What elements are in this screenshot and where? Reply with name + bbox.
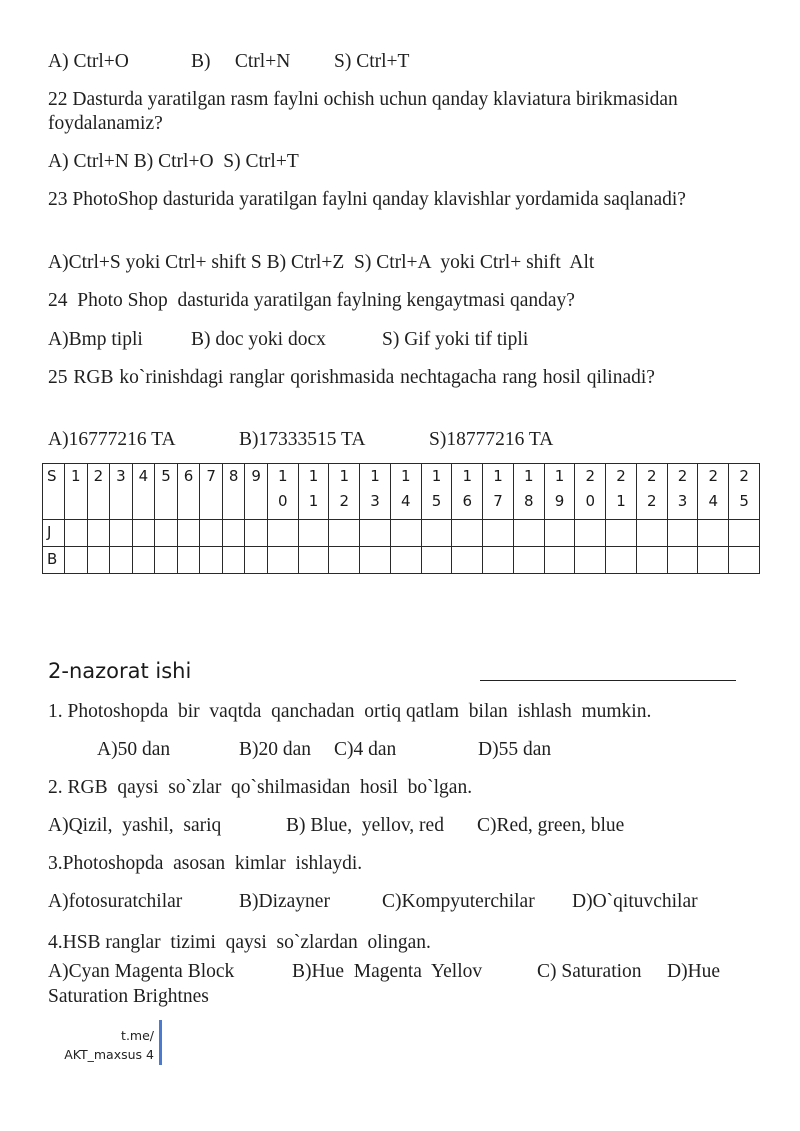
s2-q1-answer-d: D)55 dan [478,739,552,760]
section-title: 2-nazorat ishi [48,659,192,683]
answer-blank-cell[interactable] [200,520,223,547]
s2-q4-answer-d-continued: Saturation Brightnes [48,986,209,1007]
answer-blank-cell[interactable] [667,520,698,547]
q24-answer-b: B) doc yoki docx [191,329,326,350]
answer-table-number-cell: 4 [132,464,155,520]
answer-table-number-cell: 2 2 [636,464,667,520]
answer-blank-cell[interactable] [298,520,329,547]
answer-blank-cell[interactable] [329,520,360,547]
answer-blank-cell[interactable] [245,547,268,574]
answer-table-number-cell: 5 [155,464,178,520]
answer-blank-cell[interactable] [575,520,606,547]
answer-blank-cell[interactable] [575,547,606,574]
answer-table-number-cell: 1 5 [421,464,452,520]
answer-blank-cell[interactable] [87,547,110,574]
answer-blank-cell[interactable] [200,547,223,574]
answer-blank-cell[interactable] [452,547,483,574]
q25-question: 25 RGB ko`rinishdagi ranglar qorishmasida nechtagacha rang hosil qilinadi? [48,367,655,388]
answer-table-number-cell: 1 8 [513,464,544,520]
answer-blank-cell[interactable] [729,520,760,547]
footer-line-1: t.me/ [121,1028,154,1043]
answer-blank-cell[interactable] [544,547,575,574]
answer-blank-cell[interactable] [729,547,760,574]
answer-table-number-cell: 1 4 [390,464,421,520]
answer-table-number-cell: 2 5 [729,464,760,520]
answer-blank-cell[interactable] [267,520,298,547]
answer-blank-cell[interactable] [698,520,729,547]
answer-table-header-label: S [43,464,65,520]
q25-answer-a: A)16777216 TA [48,429,176,450]
s2-q4-question: 4.HSB ranglar tizimi qaysi so`zlardan olingan. [48,932,431,953]
answer-table-number-cell: 1 [65,464,88,520]
answer-table-row-b [43,547,760,574]
answer-blank-cell[interactable] [483,520,514,547]
answer-blank-cell[interactable] [65,520,88,547]
answer-table-row-j [43,520,760,547]
answer-blank-cell[interactable] [177,547,200,574]
answer-table-number-cell: 2 4 [698,464,729,520]
answer-blank-cell[interactable] [452,520,483,547]
answer-blank-cell[interactable] [636,520,667,547]
answer-blank-cell[interactable] [421,547,452,574]
s2-q2-answer-a: A)Qizil, yashil, sariq [48,815,222,836]
answer-table-number-cell: 1 2 [329,464,360,520]
answer-table-number-cell: 9 [245,464,268,520]
s2-q2-answer-c: C)Red, green, blue [477,815,625,836]
answer-blank-cell[interactable] [245,520,268,547]
s2-q3-answer-a: A)fotosuratchilar [48,891,183,912]
answer-blank-cell[interactable] [155,547,178,574]
answer-table-number-cell: 1 3 [360,464,391,520]
answer-blank-cell[interactable] [329,547,360,574]
s2-q3-answer-d: D)O`qituvchilar [572,891,698,912]
answer-table-number-cell: 1 6 [452,464,483,520]
answer-table-number-cell: 2 3 [667,464,698,520]
answer-blank-cell[interactable] [87,520,110,547]
q25-answer-b: B)17333515 TA [239,429,366,450]
answer-table-number-cell: 1 0 [267,464,298,520]
s2-q4-answer-a: A)Cyan Magenta Block [48,961,235,982]
q22-answers: A) Ctrl+N B) Ctrl+O S) Ctrl+T [48,151,299,172]
answer-blank-cell[interactable] [222,520,245,547]
answer-table-row-label-b: B [43,547,65,574]
answer-table-number-cell: 7 [200,464,223,520]
s2-q1-answer-b: B)20 dan [239,739,312,760]
s2-q4-answer-d: D)Hue [667,961,721,982]
answer-blank-cell[interactable] [267,547,298,574]
answer-table-header-row [43,464,760,520]
s2-q1-question: 1. Photoshopda bir vaqtda qanchadan ortiq qatlam bilan ishlash mumkin. [48,701,652,722]
q23-answers: A)Ctrl+S yoki Ctrl+ shift S B) Ctrl+Z S) Ctrl+A yoki Ctrl+ shift Alt [48,252,595,273]
answer-blank-cell[interactable] [606,520,637,547]
q21-answer-a: A) Ctrl+O [48,51,129,72]
s2-q4-answer-b: B)Hue Magenta Yellov [292,961,483,982]
answer-table-number-cell: 2 1 [606,464,637,520]
answer-blank-cell[interactable] [544,520,575,547]
answer-blank-cell[interactable] [110,520,133,547]
name-underline [480,680,736,681]
answer-table-number-cell: 1 7 [483,464,514,520]
answer-blank-cell[interactable] [698,547,729,574]
answer-blank-cell[interactable] [65,547,88,574]
answer-blank-cell[interactable] [513,520,544,547]
q24-answer-s: S) Gif yoki tif tipli [382,329,529,350]
answer-table-number-cell: 8 [222,464,245,520]
answer-blank-cell[interactable] [360,520,391,547]
answer-table-number-cell: 2 0 [575,464,606,520]
s2-q3-answer-c: C)Kompyuterchilar [382,891,535,912]
q21-answer-b: B) Ctrl+N [191,51,291,72]
answer-table-number-cell: 6 [177,464,200,520]
answer-table [42,463,760,574]
answer-table-row-label-j: J [43,520,65,547]
answer-blank-cell[interactable] [513,547,544,574]
s2-q2-question: 2. RGB qaysi so`zlar qo`shilmasidan hosil bo`lgan. [48,777,473,798]
s2-q4-answer-c: C) Saturation [537,961,642,982]
s2-q3-answer-b: B)Dizayner [239,891,330,912]
q24-answer-a: A)Bmp tipli [48,329,143,350]
answer-blank-cell[interactable] [222,547,245,574]
q22-question: 22 Dasturda yaratilgan rasm faylni ochish uchun qanday klaviatura birikmasidan foydalanamiz? [48,89,678,134]
answer-blank-cell[interactable] [667,547,698,574]
q24-question: 24 Photo Shop dasturida yaratilgan faylning kengaytmasi qanday? [48,290,575,311]
answer-blank-cell[interactable] [483,547,514,574]
answer-blank-cell[interactable] [298,547,329,574]
s2-q3-question: 3.Photoshopda asosan kimlar ishlaydi. [48,853,363,874]
answer-table-number-cell: 1 1 [298,464,329,520]
answer-blank-cell[interactable] [606,547,637,574]
footer-accent-bar [159,1020,162,1065]
footer-channel [64,1026,154,1064]
answer-table-number-cell: 1 9 [544,464,575,520]
answer-blank-cell[interactable] [390,547,421,574]
answer-blank-cell[interactable] [110,547,133,574]
answer-blank-cell[interactable] [132,520,155,547]
answer-blank-cell[interactable] [636,547,667,574]
q23-question: 23 PhotoShop dasturida yaratilgan faylni qanday klavishlar yordamida saqlanadi? [48,189,686,210]
answer-table-number-cell: 3 [110,464,133,520]
s2-q2-answer-b: B) Blue, yellov, red [286,815,444,836]
answer-blank-cell[interactable] [360,547,391,574]
answer-table-number-cell: 2 [87,464,110,520]
q21-answer-s: S) Ctrl+T [334,51,410,72]
s2-q1-answer-c: C)4 dan [334,739,397,760]
footer-line-2: AKT_maxsus 4 [64,1047,154,1062]
s2-q1-answer-a: A)50 dan [97,739,171,760]
q25-answer-s: S)18777216 TA [429,429,554,450]
answer-blank-cell[interactable] [390,520,421,547]
answer-blank-cell[interactable] [177,520,200,547]
answer-blank-cell[interactable] [421,520,452,547]
answer-blank-cell[interactable] [132,547,155,574]
answer-blank-cell[interactable] [155,520,178,547]
